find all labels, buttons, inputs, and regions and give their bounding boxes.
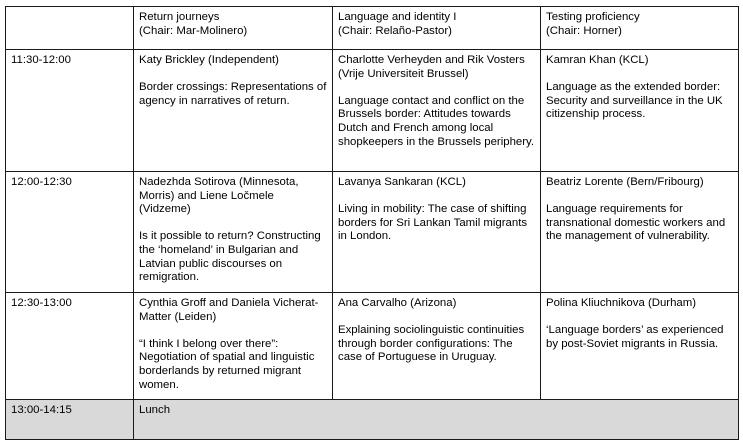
- header-return-journeys: [134, 7, 333, 50]
- panel-title: Return journeys: [139, 11, 220, 23]
- talk-title: Language as the extended border: Security and surveillance in the UK citizenship process.: [546, 81, 723, 121]
- speaker-names: Beatriz Lorente (Bern/Fribourg): [546, 176, 704, 188]
- session-row: [6, 50, 739, 172]
- speaker-names: Polina Kliuchnikova (Durham): [546, 297, 697, 309]
- talk-title: Explaining sociolinguistic continuities through border configurations: The case of Portuguese in Uruguay.: [338, 324, 525, 364]
- session-cell: [333, 293, 541, 400]
- speaker-names: Lavanya Sankaran (KCL): [338, 176, 466, 188]
- session-cell: [541, 172, 739, 293]
- session-row: [6, 293, 739, 400]
- time-slot: 12:30-13:00: [6, 293, 134, 400]
- talk-title: Border crossings: Representations of agency in narratives of return.: [139, 81, 327, 107]
- panel-title: Testing proficiency: [546, 11, 640, 23]
- session-cell: [134, 172, 333, 293]
- header-language-identity: [333, 7, 541, 50]
- time-slot: 12:00-12:30: [6, 172, 134, 293]
- speaker-names: Ana Carvalho (Arizona): [338, 297, 457, 309]
- session-cell: [333, 172, 541, 293]
- panel-chair: (Chair: Relaño-Pastor): [338, 24, 452, 37]
- lunch-row: [6, 400, 739, 440]
- session-cell: [541, 293, 739, 400]
- lunch-time-slot: 13:00-14:15: [6, 400, 134, 440]
- header-row: [6, 7, 739, 50]
- panel-title: Language and identity I: [338, 11, 457, 23]
- session-cell: [134, 50, 333, 172]
- speaker-names: Charlotte Verheyden and Rik Vosters (Vrije Universiteit Brussel): [338, 54, 525, 80]
- talk-title: Language requirements for transnational domestic workers and the management of vulnerability.: [546, 203, 726, 243]
- programme-table: [5, 6, 739, 440]
- header-testing-proficiency: [541, 7, 739, 50]
- talk-title: Is it possible to return? Constructing the ‘homeland’ in Bulgarian and Latvian public discourses on remigration.: [139, 230, 321, 284]
- session-cell: [541, 50, 739, 172]
- talk-title: Living in mobility: The case of shifting borders for Sri Lankan Tamil migrants in London.: [338, 203, 528, 243]
- talk-title: “I think I belong over there”: Negotiation of spatial and linguistic borderlands by returned migrant women.: [139, 337, 315, 391]
- panel-chair: (Chair: Horner): [546, 24, 622, 37]
- talk-title: ‘Language borders’ as experienced by post-Soviet migrants in Russia.: [546, 324, 724, 350]
- talk-title: Language contact and conflict on the Brussels border: Attitudes towards Dutch and French among local shopkeepers in the Brussels periphery.: [338, 94, 535, 148]
- session-cell: [333, 50, 541, 172]
- lunch-label: Lunch: [134, 400, 739, 440]
- time-slot: 11:30-12:00: [6, 50, 134, 172]
- header-time-cell: [6, 7, 134, 50]
- session-row: [6, 172, 739, 293]
- panel-chair: (Chair: Mar-Molinero): [139, 24, 248, 37]
- speaker-names: Kamran Khan (KCL): [546, 54, 649, 66]
- session-cell: [134, 293, 333, 400]
- speaker-names: Nadezhda Sotirova (Minnesota, Morris) and Liene Ločmele (Vidzeme): [139, 176, 299, 216]
- speaker-names: Cynthia Groff and Daniela Vicherat-Matter (Leiden): [139, 297, 319, 323]
- speaker-names: Katy Brickley (Independent): [139, 54, 279, 66]
